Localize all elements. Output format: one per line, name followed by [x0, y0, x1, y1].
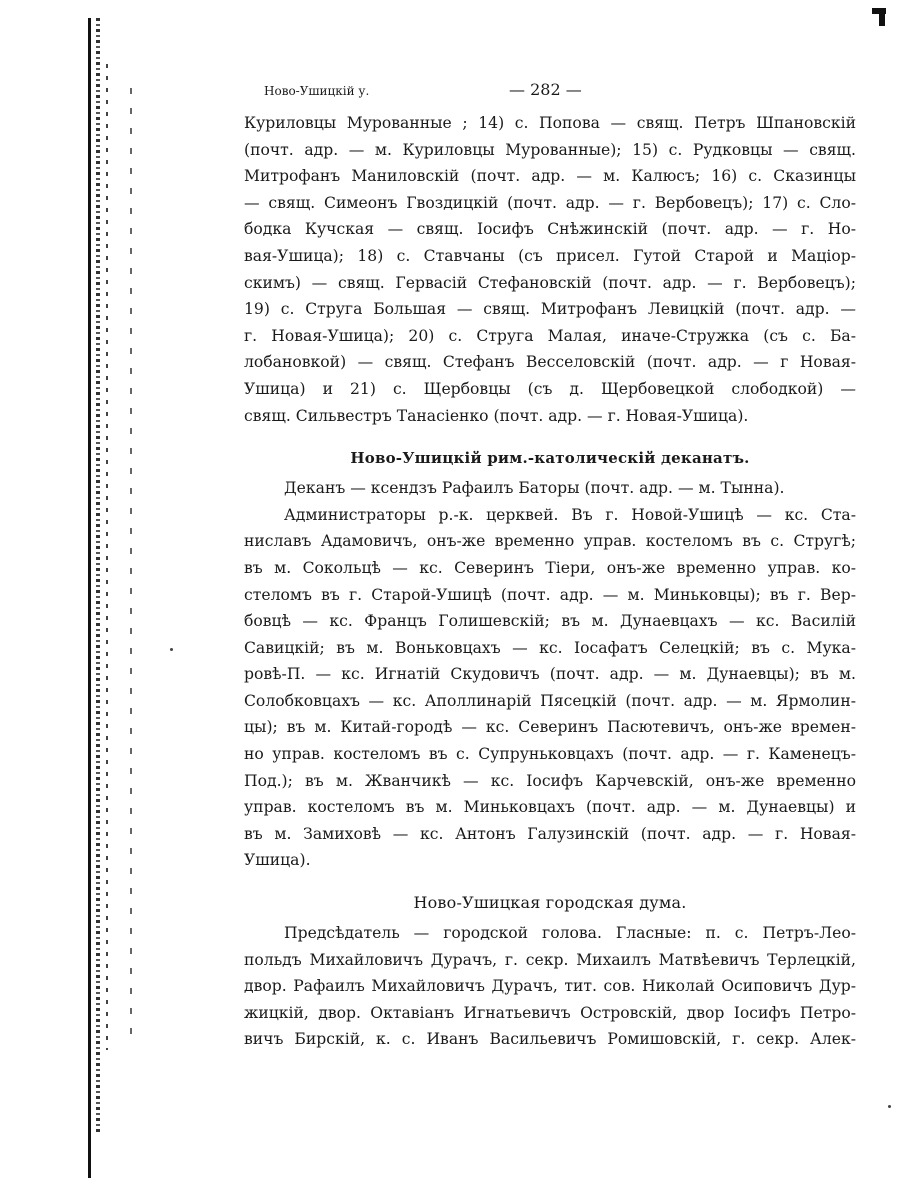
text-line: бодка Кучская — свящ. Іосифъ Снѣжинскій (почт. адр. — г. Но- — [244, 220, 856, 239]
binding-line — [96, 18, 100, 1132]
text-line: управ. костеломъ въ м. Миньковцахъ (почт. адр. — м. Дунаевцы) и — [244, 798, 856, 817]
text-line: (почт. адр. — м. Куриловцы Мурованные); 15) с. Рудковцы — свящ. — [244, 140, 856, 159]
text-line: скимъ) — свящ. Гервасій Стефановскій (почт. адр. — г. Вербовецъ); — [244, 273, 856, 292]
text-line: Ушица) и 21) с. Щербовцы (съ д. Щербовецкой слободкой) — — [244, 379, 856, 398]
text-line: жицкій, двор. Октавіанъ Игнатьевичъ Островскій, двор Іосифъ Петро- — [244, 1003, 856, 1022]
text-line: Деканъ — ксендзъ Рафаилъ Баторы (почт. адр. — м. Тынна). — [284, 479, 785, 498]
text-line: свящ. Сильвестръ Танасіенко (почт. адр. — г. Новая-Ушица). — [244, 406, 749, 425]
binding-line — [130, 88, 132, 1039]
text-line: Солобковцахъ — кс. Аполлинарій Пясецкій (почт. адр. — м. Ярмолин- — [244, 691, 856, 710]
text-line: г. Новая-Ушица); 20) с. Струга Малая, иначе-Стружка (съ с. Ба- — [244, 326, 856, 345]
text-line: но управ. костеломъ въ с. Супруньковцахъ (почт. адр. — г. Каменецъ- — [244, 745, 856, 764]
text-line: польдъ Михайловичъ Дурачъ, г. секр. Михаилъ Матвѣевичъ Терлецкій, — [244, 950, 856, 969]
text-line: Под.); въ м. Жванчикѣ — кс. Іосифъ Карчевскій, онъ-же временно — [244, 771, 856, 790]
text-line: Митрофанъ Маниловскій (почт. адр. — м. Калюсъ; 16) с. Сказинцы — [244, 167, 856, 186]
book-binding-edge — [88, 18, 134, 1178]
text-line: вая-Ушица); 18) с. Ставчаны (съ присел. Гутой Старой и Маціор- — [244, 246, 856, 265]
section-heading-city-duma: Ново-Ушицкая городская дума. — [413, 893, 687, 913]
text-line: Савицкій; въ м. Воньковцахъ — кс. Іосафатъ Селецкій; въ с. Мука- — [244, 638, 856, 657]
text-line: 19) с. Струга Большая — свящ. Митрофанъ Левицкій (почт. адр. — — [244, 300, 856, 319]
text-line: Куриловцы Мурованные ; 14) с. Попова — свящ. Петръ Шпановскій — [244, 114, 856, 132]
text-line: Предсѣдатель — городской голова. Гласные: п. с. Петръ-Лео- — [284, 924, 856, 943]
section-parishes-continued — [244, 110, 856, 429]
page-number: — 282 — — [509, 80, 582, 99]
text-line: — свящ. Симеонъ Гвоздицкій (почт. адр. — г. Вербовецъ); 17) с. Сло- — [244, 193, 856, 212]
text-line: цы); въ м. Китай-городѣ — кс. Северинъ Пасютевичъ, онъ-же времен- — [244, 718, 856, 737]
text-line: ровѣ-П. — кс. Игнатій Скудовичъ (почт. адр. — м. Дунаевцы); въ м. — [244, 665, 856, 684]
speck — [170, 648, 173, 651]
text-line: бовцѣ — кс. Францъ Голишевскій; въ м. Дунаевцахъ — кс. Василій — [244, 612, 856, 631]
text-line: въ м. Замиховѣ — кс. Антонъ Галузинскій (почт. адр. — г. Новая- — [244, 824, 856, 843]
section-deanery-body — [244, 475, 856, 874]
text-line: Ушица). — [244, 851, 311, 870]
document-page — [244, 80, 856, 1053]
binding-line — [88, 18, 91, 1178]
text-line: ниславъ Адамовичъ, онъ-же временно управ. костеломъ въ с. Стругѣ; — [244, 532, 856, 551]
section-city-duma-body — [244, 920, 856, 1053]
corner-mark-icon — [872, 8, 886, 26]
text-line: въ м. Сокольцѣ — кс. Северинъ Тіери, онъ-же временно управ. ко- — [244, 558, 856, 577]
text-line: Администраторы р.-к. церквей. Въ г. Новой-Ушицѣ — кс. Ста- — [284, 505, 856, 524]
text-line: вичъ Бирскій, к. с. Иванъ Васильевичъ Ромишовскій, г. секр. Алек- — [244, 1030, 856, 1049]
text-line: двор. Рафаилъ Михайловичъ Дурачъ, тит. сов. Николай Осиповичъ Дур- — [244, 977, 856, 996]
binding-line — [106, 64, 108, 1050]
running-title: Ново-Ушицкій у. — [264, 84, 370, 98]
text-line: стеломъ въ г. Старой-Ушицѣ (почт. адр. — м. Миньковцы); въ г. Вер- — [244, 585, 856, 604]
page-header — [244, 80, 856, 110]
text-line: лобановкой) — свящ. Стефанъ Весселовскій (почт. адр. — г Новая- — [244, 353, 856, 372]
speck — [888, 1105, 891, 1108]
section-heading-deanery: Ново-Ушицкій рим.-католическій деканатъ. — [350, 449, 750, 468]
